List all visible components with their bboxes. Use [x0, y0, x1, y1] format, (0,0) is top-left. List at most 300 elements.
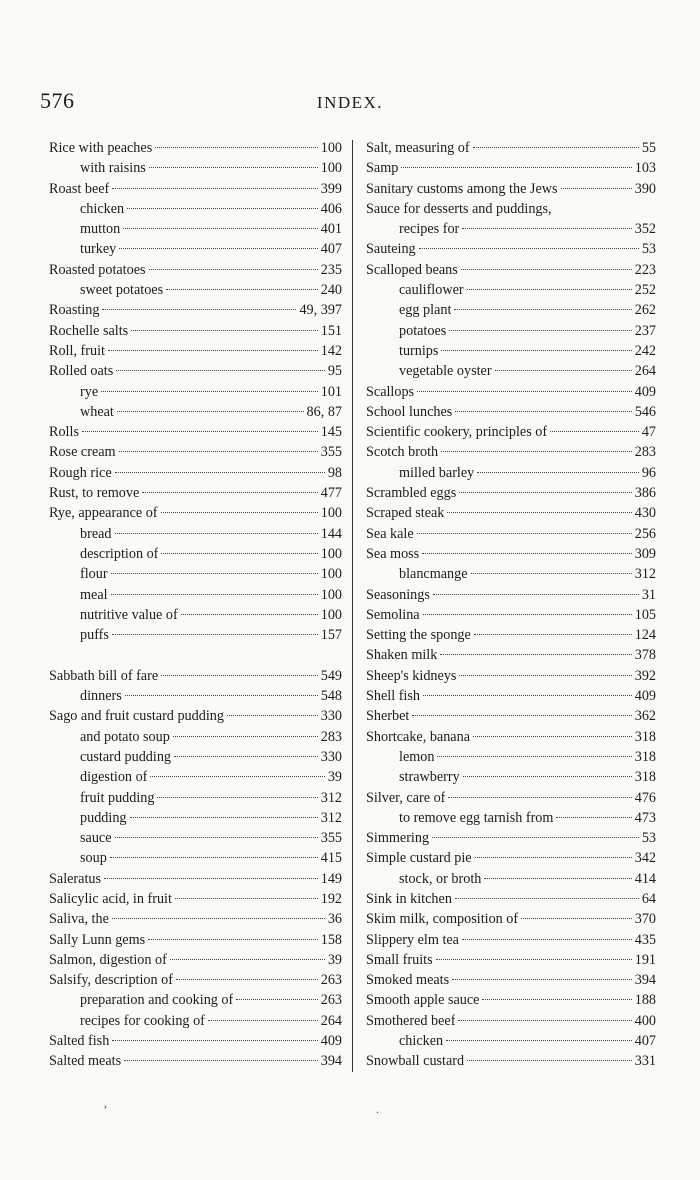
index-entry: [49, 158, 342, 178]
dot-leader: [112, 1040, 317, 1041]
dot-leader: [441, 451, 632, 452]
entry-term: puffs: [80, 627, 109, 644]
entry-page-ref: 100: [320, 545, 342, 562]
entry-term: rye: [80, 383, 99, 400]
entry-page-ref: 378: [634, 647, 656, 664]
index-entry: [366, 564, 656, 584]
index-entry: [366, 930, 656, 950]
entry-page-ref: 223: [634, 261, 656, 278]
entry-term: Salted fish: [49, 1033, 110, 1050]
index-entry: [366, 158, 656, 178]
dot-leader: [102, 309, 296, 310]
dot-leader: [161, 512, 318, 513]
entry-page-ref: 64: [641, 890, 656, 907]
dot-leader: [110, 857, 318, 858]
index-entry: [49, 179, 342, 199]
entry-term: digestion of: [80, 769, 148, 786]
index-entry: [366, 361, 656, 381]
dot-leader: [448, 797, 631, 798]
index-column-right: [366, 138, 656, 1072]
entry-term: description of: [80, 545, 159, 562]
entry-page-ref: 473: [634, 809, 656, 826]
entry-page-ref: 283: [634, 444, 656, 461]
entry-term: lemon: [399, 748, 435, 765]
entry-page-ref: 36: [327, 911, 342, 928]
entry-page-ref: 252: [634, 282, 656, 299]
dot-leader: [174, 756, 318, 757]
index-entry: [49, 788, 342, 808]
dot-leader: [401, 167, 631, 168]
dot-leader: [115, 472, 325, 473]
entry-page-ref: 309: [634, 545, 656, 562]
entry-page-ref: 240: [320, 282, 342, 299]
entry-page-ref: 394: [320, 1053, 342, 1070]
entry-term: Smothered beef: [366, 1012, 456, 1029]
entry-term: Roast beef: [49, 180, 110, 197]
dot-leader: [170, 959, 325, 960]
entry-term: Shortcake, banana: [366, 728, 470, 745]
entry-page-ref: 435: [634, 931, 656, 948]
index-entry: [49, 625, 342, 645]
dot-leader: [462, 228, 631, 229]
dot-leader: [437, 756, 631, 757]
entry-page-ref: 414: [634, 870, 656, 887]
entry-term: vegetable oyster: [399, 363, 492, 380]
entry-page-ref: 546: [634, 403, 656, 420]
entry-term: chicken: [399, 1033, 444, 1050]
dot-leader: [550, 431, 639, 432]
entry-term: Skim milk, composition of: [366, 911, 519, 928]
index-entry: [49, 848, 342, 868]
entry-page-ref: 263: [320, 992, 342, 1009]
index-column-left: [49, 138, 342, 1072]
entry-term: Rolled oats: [49, 363, 114, 380]
dot-leader: [149, 269, 318, 270]
dot-leader: [446, 1040, 632, 1041]
entry-term: stock, or broth: [399, 870, 482, 887]
index-entry: [49, 990, 342, 1010]
entry-term: Seasonings: [366, 586, 430, 603]
entry-term: turkey: [80, 241, 117, 258]
entry-term: Shaken milk: [366, 647, 438, 664]
entry-page-ref: 362: [634, 708, 656, 725]
entry-term: Silver, care of: [366, 789, 446, 806]
index-entry: [366, 970, 656, 990]
index-entry: [366, 544, 656, 564]
entry-term: Semolina: [366, 606, 420, 623]
index-entry: [49, 402, 342, 422]
dot-leader: [112, 634, 318, 635]
index-entry: [366, 747, 656, 767]
entry-term: Salt, measuring of: [366, 140, 470, 156]
entry-page-ref: 101: [320, 383, 342, 400]
entry-term: Sea moss: [366, 545, 420, 562]
entry-term: Sanitary customs among the Jews: [366, 180, 558, 197]
entry-term: fruit pudding: [80, 789, 155, 806]
entry-term: Sago and fruit custard pudding: [49, 708, 224, 725]
dot-leader: [432, 837, 639, 838]
entry-page-ref: 370: [634, 911, 656, 928]
dot-leader: [473, 147, 639, 148]
dot-leader: [208, 1020, 318, 1021]
index-entry: [49, 930, 342, 950]
dot-leader: [175, 898, 318, 899]
index-entry: [49, 321, 342, 341]
entry-page-ref: 407: [634, 1033, 656, 1050]
entry-page-ref: 394: [634, 972, 656, 989]
entry-term: and potato soup: [80, 728, 170, 745]
entry-page-ref: 318: [634, 728, 656, 745]
entry-page-ref: 331: [634, 1053, 656, 1070]
entry-page-ref: 96: [641, 464, 656, 481]
entry-page-ref: 100: [320, 586, 342, 603]
entry-term: Scrambled eggs: [366, 485, 457, 502]
dot-leader: [127, 208, 318, 209]
entry-term: Saleratus: [49, 870, 102, 887]
entry-page-ref: 100: [320, 606, 342, 623]
index-entry: [366, 503, 656, 523]
dot-leader: [412, 715, 631, 716]
index-entry: [49, 219, 342, 239]
entry-term: Snowball custard: [366, 1053, 465, 1070]
entry-page-ref: 144: [320, 525, 342, 542]
dot-leader: [130, 817, 318, 818]
entry-term: mutton: [80, 221, 121, 238]
index-entry: [366, 605, 656, 625]
entry-page-ref: 477: [320, 485, 342, 502]
entry-term: to remove egg tarnish from: [399, 809, 554, 826]
index-entry: [49, 747, 342, 767]
dot-leader: [115, 533, 318, 534]
dot-leader: [166, 289, 318, 290]
index-entry: [366, 889, 656, 909]
dot-leader: [423, 614, 632, 615]
index-entry: [366, 422, 656, 442]
dot-leader: [433, 594, 639, 595]
dot-leader: [461, 269, 632, 270]
entry-page-ref: 318: [634, 748, 656, 765]
dot-leader: [455, 411, 631, 412]
entry-page-ref: 330: [320, 748, 342, 765]
dot-leader: [112, 188, 317, 189]
dot-leader: [477, 472, 639, 473]
dot-leader: [467, 289, 632, 290]
column-divider: [352, 140, 353, 1072]
dot-leader: [227, 715, 318, 716]
entry-term: Rough rice: [49, 464, 112, 481]
stray-mark: ,: [104, 1096, 107, 1110]
dot-leader: [422, 553, 632, 554]
index-entry: [366, 666, 656, 686]
entry-page-ref: 312: [634, 566, 656, 583]
index-entry: [49, 585, 342, 605]
entry-term: meal: [80, 586, 108, 603]
entry-page-ref: 355: [320, 830, 342, 847]
entry-page-ref: 86, 87: [306, 403, 342, 420]
entry-term: milled barley: [399, 464, 475, 481]
dot-leader: [455, 898, 639, 899]
entry-page-ref: 100: [320, 505, 342, 522]
entry-term: Smooth apple sauce: [366, 992, 480, 1009]
dot-leader: [521, 918, 632, 919]
dot-leader: [101, 391, 318, 392]
entry-page-ref: 352: [634, 221, 656, 238]
entry-page-ref: 149: [320, 870, 342, 887]
entry-term: pudding: [80, 809, 127, 826]
entry-term: blancmange: [399, 566, 468, 583]
dot-leader: [111, 594, 318, 595]
dot-leader: [467, 1060, 632, 1061]
index-entry: [366, 686, 656, 706]
entry-term: Rochelle salts: [49, 322, 129, 339]
entry-term: Sally Lunn gems: [49, 931, 146, 948]
dot-leader: [475, 857, 632, 858]
entry-term: Scotch broth: [366, 444, 439, 461]
index-entry: [49, 970, 342, 990]
index-entry: [366, 1011, 656, 1031]
entry-page-ref: 399: [320, 180, 342, 197]
dot-leader: [436, 959, 632, 960]
dot-leader: [459, 675, 631, 676]
entry-term: turnips: [399, 342, 439, 359]
entry-page-ref: 55: [641, 140, 656, 156]
index-entry: [366, 382, 656, 402]
entry-term: Sea kale: [366, 525, 414, 542]
dot-leader: [419, 248, 639, 249]
index-entry: [49, 341, 342, 361]
dot-leader: [417, 391, 632, 392]
index-entry: [49, 605, 342, 625]
dot-leader: [104, 878, 318, 879]
index-entry: [49, 442, 342, 462]
entry-term: Salted meats: [49, 1053, 122, 1070]
dot-leader: [161, 675, 318, 676]
dot-leader: [148, 939, 318, 940]
entry-page-ref: 355: [320, 444, 342, 461]
entry-page-ref: 142: [320, 342, 342, 359]
entry-term: Sheep's kidneys: [366, 667, 457, 684]
index-entry: [49, 503, 342, 523]
entry-term: Setting the sponge: [366, 627, 471, 644]
index-entry: [49, 950, 342, 970]
index-entry: [366, 828, 656, 848]
dot-leader: [495, 370, 632, 371]
entry-term: Sauteing: [366, 241, 416, 258]
dot-leader: [116, 370, 325, 371]
index-entry: [366, 706, 656, 726]
entry-page-ref: 430: [634, 505, 656, 522]
dot-leader: [176, 979, 318, 980]
dot-leader: [440, 654, 631, 655]
entry-page-ref: 262: [634, 302, 656, 319]
index-entry: [366, 442, 656, 462]
entry-page-ref: 105: [634, 606, 656, 623]
index-entry: [366, 950, 656, 970]
entry-term: Roll, fruit: [49, 342, 105, 359]
index-entry: [366, 260, 656, 280]
entry-page-ref: 49, 397: [299, 302, 342, 319]
index-entry: [49, 828, 342, 848]
dot-leader: [417, 533, 632, 534]
entry-page-ref: 188: [634, 992, 656, 1009]
index-entry: [49, 1011, 342, 1031]
entry-term: wheat: [80, 403, 114, 420]
entry-term: Salmon, digestion of: [49, 951, 167, 968]
index-entry: [49, 422, 342, 442]
index-entry: [49, 564, 342, 584]
entry-page-ref: 401: [320, 221, 342, 238]
dot-leader: [150, 776, 324, 777]
entry-page-ref: 237: [634, 322, 656, 339]
index-entry: [366, 402, 656, 422]
entry-page-ref: 283: [320, 728, 342, 745]
section-gap: [49, 645, 342, 665]
entry-page-ref: 409: [634, 688, 656, 705]
entry-page-ref: 342: [634, 850, 656, 867]
index-entry: [366, 341, 656, 361]
index-entry: [366, 219, 656, 239]
index-entry: [49, 239, 342, 259]
index-entry: [366, 767, 656, 787]
index-entry: [366, 645, 656, 665]
entry-term: School lunches: [366, 403, 453, 420]
dot-leader: [459, 492, 631, 493]
dot-leader: [482, 999, 631, 1000]
entry-term: cauliflower: [399, 282, 464, 299]
entry-term: recipes for cooking of: [80, 1012, 205, 1029]
dot-leader: [236, 999, 317, 1000]
dot-leader: [149, 167, 318, 168]
index-entry: [49, 869, 342, 889]
index-entry: [366, 321, 656, 341]
entry-term: nutritive value of: [80, 606, 178, 623]
entry-term: sauce: [80, 830, 112, 847]
dot-leader: [119, 451, 318, 452]
entry-term: Smoked meats: [366, 972, 450, 989]
entry-term: custard pudding: [80, 748, 172, 765]
entry-page-ref: 100: [320, 140, 342, 156]
dot-leader: [561, 188, 632, 189]
dot-leader: [441, 350, 631, 351]
index-entry: [49, 483, 342, 503]
entry-page-ref: 548: [320, 688, 342, 705]
dot-leader: [112, 918, 325, 919]
running-head: INDEX.: [316, 93, 384, 112]
entry-page-ref: 386: [634, 485, 656, 502]
entry-term: preparation and cooking of: [80, 992, 234, 1009]
entry-term: bread: [80, 525, 112, 542]
index-entry: [366, 138, 656, 158]
dot-leader: [119, 248, 317, 249]
dot-leader: [556, 817, 631, 818]
index-entry: [366, 239, 656, 259]
entry-term: soup: [80, 850, 107, 867]
dot-leader: [458, 1020, 631, 1021]
index-entry: [366, 808, 656, 828]
entry-term: Small fruits: [366, 951, 433, 968]
entry-page-ref: 407: [320, 241, 342, 258]
index-entry: [366, 524, 656, 544]
dot-leader: [447, 512, 631, 513]
entry-page-ref: 392: [634, 667, 656, 684]
entry-page-ref: 409: [634, 383, 656, 400]
index-entry: [49, 361, 342, 381]
entry-term: chicken: [80, 200, 125, 217]
index-entry: [49, 300, 342, 320]
entry-term: Simple custard pie: [366, 850, 472, 867]
index-entry: [49, 808, 342, 828]
index-entry: [49, 544, 342, 564]
entry-page-ref: 400: [634, 1012, 656, 1029]
entry-page-ref: 318: [634, 769, 656, 786]
entry-page-ref: 100: [320, 160, 342, 177]
index-entry: [49, 666, 342, 686]
entry-term: sweet potatoes: [80, 282, 164, 299]
entry-page-ref: 256: [634, 525, 656, 542]
entry-page-ref: 151: [320, 322, 342, 339]
stray-mark: .: [376, 1102, 379, 1116]
dot-leader: [474, 634, 632, 635]
entry-page-ref: 124: [634, 627, 656, 644]
entry-term: dinners: [80, 688, 122, 705]
dot-leader: [123, 228, 318, 229]
entry-term: Sauce for desserts and puddings,: [366, 200, 552, 217]
dot-leader: [157, 797, 317, 798]
dot-leader: [473, 736, 632, 737]
index-entry: [49, 1031, 342, 1051]
dot-leader: [117, 411, 304, 412]
index-entry: [49, 1051, 342, 1071]
entry-page-ref: 242: [634, 342, 656, 359]
index-entry: [366, 625, 656, 645]
entry-page-ref: 549: [320, 667, 342, 684]
dot-leader: [111, 573, 318, 574]
entry-page-ref: 409: [320, 1033, 342, 1050]
entry-term: Salicylic acid, in fruit: [49, 890, 172, 907]
dot-leader: [181, 614, 318, 615]
dot-leader: [484, 878, 631, 879]
entry-page-ref: 476: [634, 789, 656, 806]
index-entry: [366, 1051, 656, 1071]
entry-page-ref: 53: [641, 241, 656, 258]
index-entry: [366, 199, 656, 219]
dot-leader: [125, 695, 318, 696]
dot-leader: [462, 939, 632, 940]
entry-page-ref: 31: [641, 586, 656, 603]
dot-leader: [463, 776, 632, 777]
index-entry: [366, 848, 656, 868]
index-entry: [366, 727, 656, 747]
entry-term: Roasted potatoes: [49, 261, 146, 278]
index-entry: [49, 524, 342, 544]
entry-term: Rose cream: [49, 444, 116, 461]
entry-term: Scallops: [366, 383, 415, 400]
dot-leader: [82, 431, 318, 432]
index-entry: [366, 788, 656, 808]
entry-term: Samp: [366, 160, 399, 177]
index-entry: [49, 260, 342, 280]
entry-term: with raisins: [80, 160, 146, 177]
entry-page-ref: 192: [320, 890, 342, 907]
index-entry: [366, 463, 656, 483]
entry-term: Scraped steak: [366, 505, 445, 522]
entry-page-ref: 390: [634, 180, 656, 197]
entry-term: Saliva, the: [49, 911, 109, 928]
index-entry: [49, 280, 342, 300]
entry-page-ref: 103: [634, 160, 656, 177]
entry-page-ref: 330: [320, 708, 342, 725]
index-entry: [366, 909, 656, 929]
